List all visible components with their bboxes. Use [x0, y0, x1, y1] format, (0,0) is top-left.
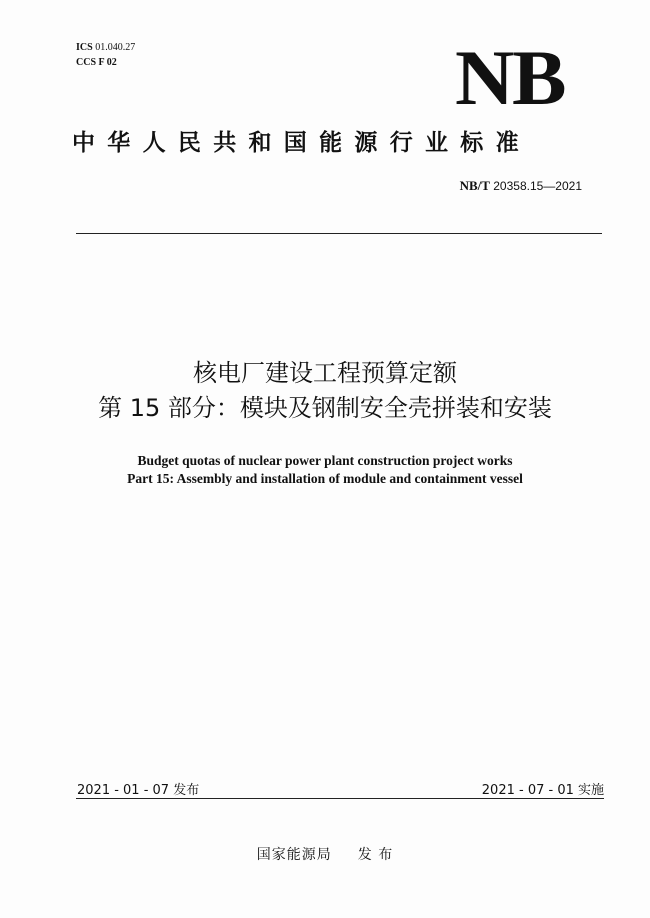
ccs-label: CCS	[76, 57, 97, 68]
ccs-code	[76, 55, 135, 70]
nb-logo: NB	[455, 34, 565, 121]
standard-number	[460, 178, 582, 194]
standard-category-title: 中华人民共和国能源行业标准	[72, 129, 531, 156]
ics-value: 01.040.27	[95, 42, 136, 53]
chinese-title-line-1: 核电厂建设工程预算定额	[193, 359, 457, 387]
ics-label: ICS	[76, 42, 93, 53]
english-title-line-1: Budget quotas of nuclear power plant construction project works	[137, 453, 513, 468]
ics-code	[76, 40, 135, 55]
bottom-divider	[76, 798, 604, 799]
top-divider	[76, 233, 602, 234]
issuing-authority	[0, 844, 650, 864]
classification-codes	[76, 40, 135, 70]
issue-date: 2021 - 01 - 07 发布	[77, 783, 200, 798]
issuer-action: 发 布	[357, 847, 394, 863]
ccs-value: F 02	[98, 57, 117, 68]
chinese-title-line-2: 第 15 部分：模块及钢制安全壳拼装和安装	[98, 394, 552, 422]
issuer-org: 国家能源局	[256, 847, 332, 863]
standard-number-value: 20358.15—2021	[493, 179, 582, 193]
standard-number-prefix: NB/T	[459, 178, 490, 193]
implementation-date: 2021 - 07 - 01 实施	[481, 783, 604, 798]
english-title-line-2: Part 15: Assembly and installation of module and containment vessel	[127, 471, 523, 486]
